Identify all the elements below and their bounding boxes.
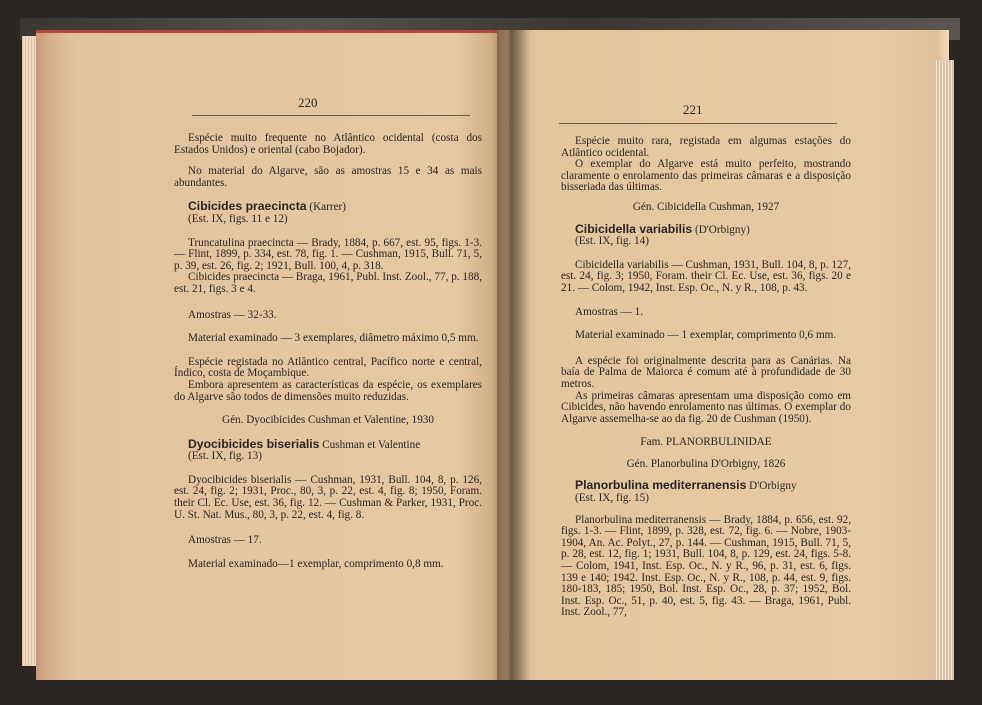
paragraph: Espécie registada no Atlântico central, Pacífico norte e central, Índico, costa de Moçambique. [174,355,482,380]
species-name: Cibicidella variabilis [575,221,693,236]
plate-reference: (Est. IX, fig. 14) [575,235,649,248]
plate-reference: (Est. IX, fig. 13) [188,450,262,463]
right-page [497,30,949,680]
paragraph: A espécie foi originalmente descrita para as Canárias. Na baía de Palma de Maiorca é comum até à profundidade de 30 metros. [561,354,851,390]
left-page-text [174,133,482,570]
book-gutter [490,30,530,680]
genus-heading: Gén. Planorbulina D'Orbigny, 1826 [626,457,786,470]
right-page-text [561,136,851,619]
synonymy: Truncatulina praecincta — Brady, 1884, p. 667, est. 95, figs. 1-3. — Flint, 1899, p. 334, est. 78, fig. 1. — Cushman, 1915, Bull. 71, 5, p. 39, est. 26, fig. 2; 1921, Bull. 100, 4, p. 318. [174,236,482,272]
genus-heading: Gén. Cibicidella Cushman, 1927 [632,200,780,213]
species-name: Planorbulina mediterranensis [575,478,747,493]
paragraph: Embora apresentem as características da espécie, os exemplares do Algarve são todos de dimensões muito reduzidas. [174,378,482,403]
page-number: 220 [298,95,318,110]
left-page [36,30,516,680]
species-name: Cibicides praecincta [188,199,307,214]
species-author: (D'Orbigny) [694,223,750,236]
paragraph: Espécie muito rara, registada em algumas estações do Atlântico ocidental. [561,135,851,159]
species-name: Dyocibicides biserialis [188,436,320,451]
samples: Amostras — 17. [188,534,262,547]
open-book [22,30,958,690]
synonymy: Planorbulina mediterranensis — Brady, 1884, p. 656, est. 92, figs. 1-3. — Flint, 1899, p. 328, est. 72, fig. 6. — Nobre, 1903-1904, An. Ac. Polyt., 27, p. 144. — Cushman, 1915, Bull. 71, 5, p. 28, est. 12, fig. 1; 1931, Bull. 104, 8, p. 129, est. 24, figs. 5-8. — Colom, 1941, Inst. Esp. Oc., N. y R., 96, p. 31, est. 6, figs. 139 e 140; 1942. Inst. Esp. Oc., N. y R., 108, p. 44, est. 9, figs. 180-183, 185; 1950, Bol. Inst. Esp. Oc., 28, p. 37; 1952, Bol. Inst. Esp. Oc., 51, p. 40, est. 5, fig. 43. — Braga, 1961, Publ. Inst. Zool., 77, [561,513,851,619]
plate-reference: (Est. IX, figs. 11 e 12) [188,212,288,225]
paragraph: O exemplar do Algarve está muito perfeito, mostrando claramente o enrolamento das primeiras câmaras e a disposição bisseriada das últimas. [561,158,851,194]
paragraph: As primeiras câmaras apresentam uma disposição como em Cibicides, não havendo enrolamento nas últimas. O exemplar do Algarve assemelha-se ao da fig. 20 de Cushman (1950). [561,389,851,425]
genus-heading: Gén. Dyocibicides Cushman et Valentine, 1930 [221,414,434,427]
paragraph: Espécie muito frequente no Atlântico ocidental (costa dos Estados Unidos) e oriental (cabo Bojador). [174,132,482,156]
samples: Amostras — 1. [575,305,644,318]
material-examined: Material examinado — 3 exemplares, diâmetro máximo 0,5 mm. [188,332,479,345]
synonymy: Cibicides praecincta — Braga, 1961, Publ. Inst. Zool., 77, p. 188, est. 21, figs. 3 e 4. [174,271,482,295]
page-number: 221 [683,102,703,117]
right-page-edges [936,60,954,680]
family-heading: Fam. PLANORBULINIDAE [640,436,772,449]
material-examined: Material examinado — 1 exemplar, comprimento 0,6 mm. [575,329,837,342]
samples: Amostras — 32-33. [188,308,277,321]
plate-reference: (Est. IX, fig. 15) [575,492,649,505]
synonymy: Dyocibicides biserialis — Cushman, 1931, Bull. 104, 8, p. 126, est. 24, fig. 2; 1931, Proc., 80, 3, p. 22, est. 4, fig. 8; 1950, Foram. their Cl. Ec. Use, est. 36, fig. 12. — Cushman & Parker, 1931, Proc. U. St. Nat. Mus., 80, 3, p. 22, est. 4, fig. 8. [174,473,482,521]
paragraph: No material do Algarve, são as amostras 15 e 34 as mais abundantes. [174,165,482,189]
header-rule [559,123,837,124]
species-author: Cushman et Valentine [322,438,421,451]
species-author: (Karrer) [309,201,346,214]
material-examined: Material examinado—1 exemplar, comprimento 0,8 mm. [188,557,444,570]
synonymy: Cibicidella variabilis — Cushman, 1931, Bull. 104, 8, p. 127, est. 24, fig. 3; 1950, Foram. their Cl. Ec. Use, est. 36, figs. 20 e 21. — Colom, 1942, Inst. Esp. Oc., N. y R., 108, p. 43. [561,258,851,294]
species-author: D'Orbigny [749,480,797,493]
header-rule [192,115,470,116]
